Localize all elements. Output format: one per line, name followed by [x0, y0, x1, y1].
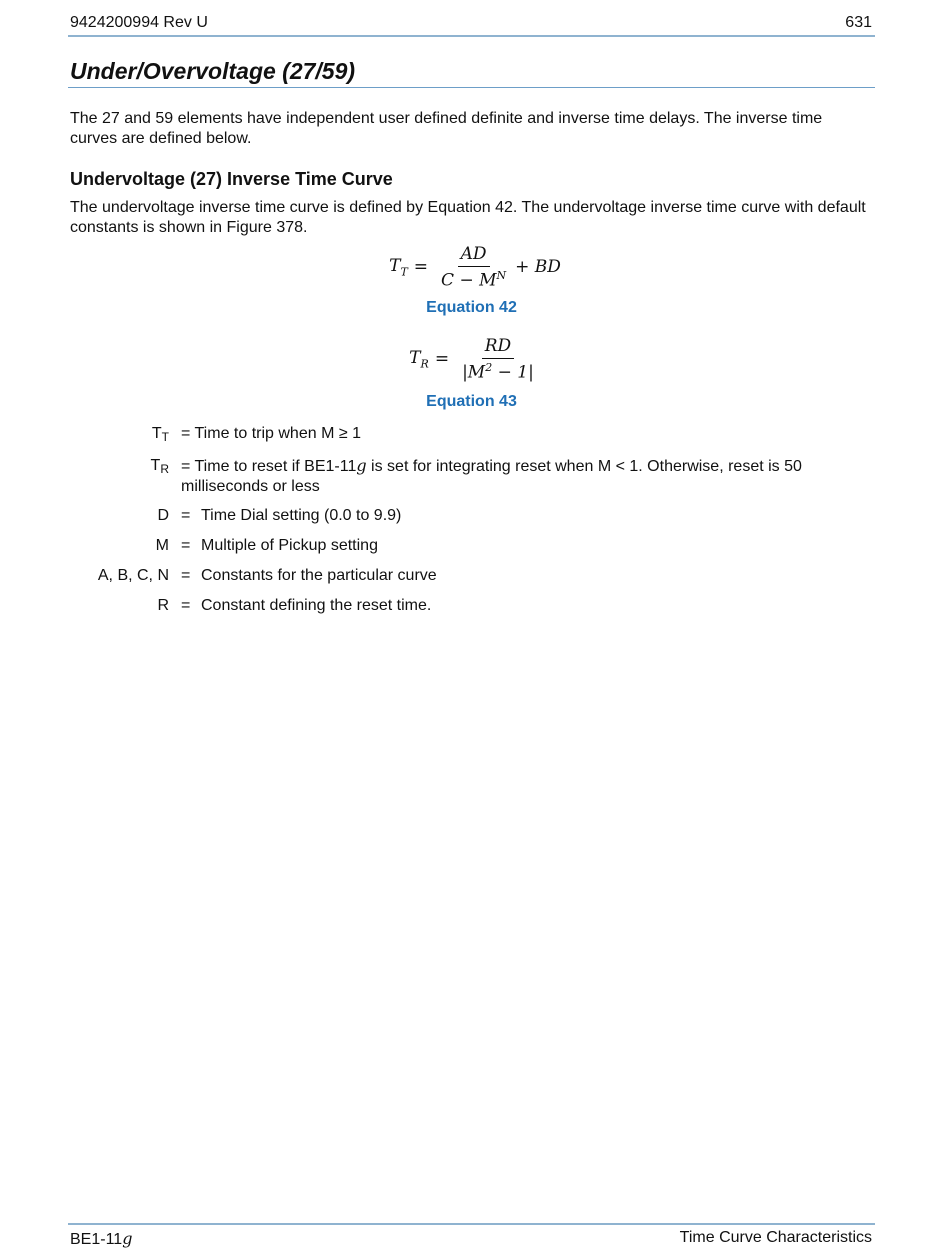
eq43-fraction — [459, 336, 537, 383]
eq42-equals: = — [413, 257, 429, 278]
definition-equals: = — [181, 597, 191, 614]
definition-symbol: $T_R$ — [150, 457, 169, 476]
equation-43-label: Equation 43 — [426, 393, 517, 410]
eq43-lhs: $T_R$ — [409, 348, 429, 371]
eq42-denominator: $C - M^N$ — [441, 269, 507, 291]
definition-equals: = — [181, 567, 191, 584]
eq42-tail: + BD — [515, 257, 561, 278]
definition-text: = Time to reset if BE1-11g is set for integrating reset when M < 1. Otherwise, reset is 50 milliseconds or less — [181, 456, 802, 495]
page-number: 631 — [845, 14, 872, 31]
eq42-fraction — [438, 244, 509, 291]
eq43-denominator: $|M^2 - 1|$ — [462, 361, 534, 383]
definition-equals: = — [181, 537, 191, 554]
section-heading: Undervoltage (27) Inverse Time Curve — [70, 169, 393, 189]
footer-product: BE1-11g — [70, 1229, 133, 1248]
definition-symbol: A, B, C, N — [97, 567, 169, 584]
section-paragraph: The undervoltage inverse time curve is defined by Equation 42. The undervoltage inverse time curve with default constants is shown in Figure 378. — [70, 199, 866, 236]
definition-text: Multiple of Pickup setting — [201, 537, 378, 554]
eq43-equals: = — [434, 349, 450, 370]
definition-equals: = — [181, 507, 191, 524]
definition-text: = Time to trip when M ≥ 1 — [181, 425, 361, 442]
footer-rule — [68, 1223, 875, 1225]
definition-text: Time Dial setting (0.0 to 9.9) — [201, 507, 402, 524]
eq42-numerator: AD — [458, 244, 490, 267]
eq42-lhs: $T_T$ — [389, 256, 408, 279]
definition-symbol: $T_T$ — [151, 425, 169, 444]
title-rule — [68, 87, 875, 88]
header-rule — [68, 35, 875, 37]
page-title: Under/Overvoltage (27/59) — [70, 58, 356, 84]
equation-42-label: Equation 42 — [426, 299, 517, 316]
intro-paragraph: The 27 and 59 elements have independent user defined definite and inverse time delays. The inverse time curves are defined below. — [70, 110, 823, 147]
eq43-numerator: RD — [482, 336, 514, 359]
equation-42 — [0, 244, 950, 291]
footer-section: Time Curve Characteristics — [679, 1229, 872, 1246]
definition-symbol: M — [155, 537, 169, 554]
doc-number: 9424200994 Rev U — [70, 14, 208, 31]
equation-43 — [0, 336, 950, 383]
definition-symbol: D — [157, 507, 169, 524]
definition-text: Constant defining the reset time. — [201, 597, 432, 614]
definition-text: Constants for the particular curve — [201, 567, 437, 584]
definition-symbol: R — [157, 597, 169, 614]
